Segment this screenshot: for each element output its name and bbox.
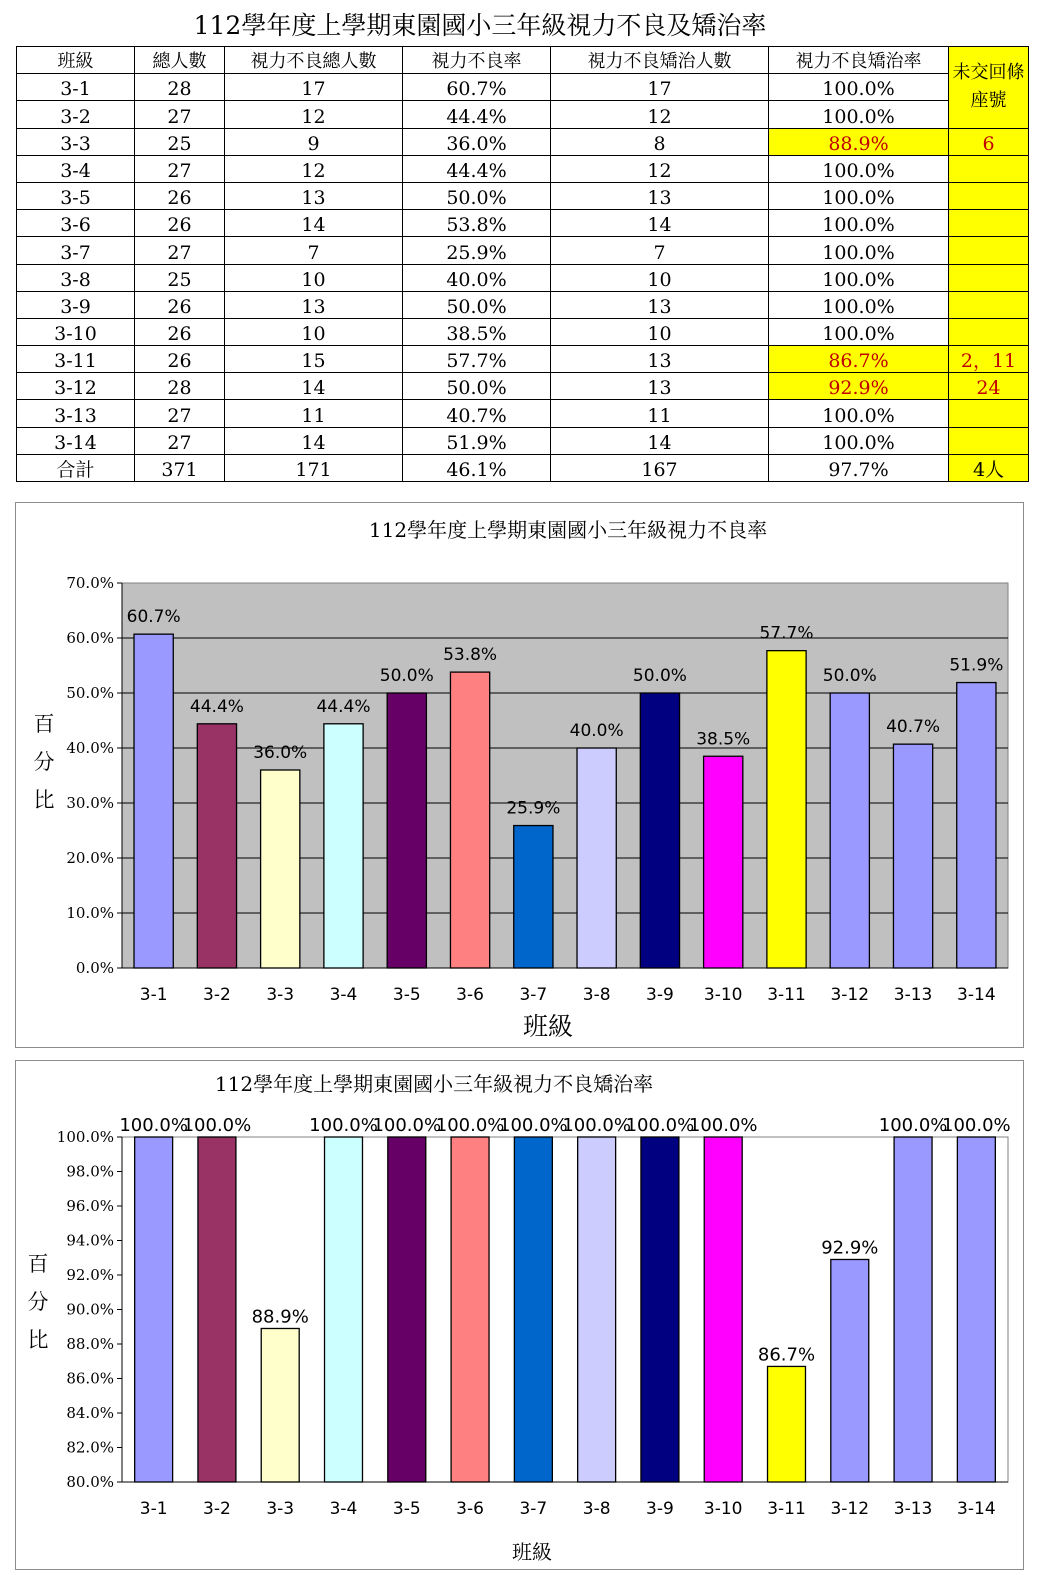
cell-corr-rate: 100.0%: [769, 427, 949, 454]
cell-poor-rate: 40.0%: [403, 264, 551, 291]
header-cell-poor: 視力不良總人數: [225, 47, 403, 74]
cell-corrected: 8: [551, 128, 769, 155]
value-label: 88.9%: [251, 1306, 309, 1328]
y-tick-label: 96.0%: [66, 1197, 114, 1215]
cell-corrected: 10: [551, 318, 769, 345]
cell-poor-rate: 25.9%: [403, 237, 551, 264]
cell-poor: 17: [225, 74, 403, 101]
total-corrected: 167: [551, 454, 769, 481]
table-row: [17, 373, 1029, 400]
cell-corrected: 13: [551, 182, 769, 209]
cell-total: 27: [135, 427, 225, 454]
cell-class: 3-13: [17, 400, 135, 427]
value-label: 38.5%: [696, 729, 751, 750]
table-row: [17, 318, 1029, 345]
cell-corr-rate: 100.0%: [769, 400, 949, 427]
cell-corrected: 14: [551, 427, 769, 454]
table-row: [17, 346, 1029, 373]
page-title: 112學年度上學期東園國小三年級視力不良及矯治率: [193, 11, 767, 40]
bar-3-13: [893, 744, 932, 968]
x-tick-label: 3-12: [830, 1499, 870, 1519]
y-tick-label: 90.0%: [66, 1300, 114, 1319]
bar-3-5: [388, 1137, 426, 1482]
cell-poor: 12: [225, 155, 403, 182]
x-tick-label: 3-8: [582, 985, 611, 1005]
cell-poor: 7: [225, 237, 403, 264]
chart-title: 112學年度上學期東園國小三年級視力不良矯治率: [214, 1072, 654, 1096]
cell-corrected: 13: [551, 291, 769, 318]
value-label: 100.0%: [499, 1115, 568, 1136]
cell-poor: 14: [225, 427, 403, 454]
cell-poor-rate: 44.4%: [403, 155, 551, 182]
cell-poor-rate: 44.4%: [403, 101, 551, 128]
cell-corr-rate: 100.0%: [769, 155, 949, 182]
table-row: [17, 182, 1029, 209]
y-tick-label: 82.0%: [66, 1438, 114, 1457]
value-label: 40.7%: [886, 717, 941, 738]
x-axis-label: 班級: [512, 1540, 552, 1564]
value-label: 40.0%: [569, 721, 624, 741]
y-tick-label: 98.0%: [66, 1162, 114, 1181]
cell-missing-seats: [949, 155, 1029, 182]
value-label: 100.0%: [878, 1115, 948, 1136]
cell-poor-rate: 50.0%: [403, 182, 551, 209]
value-label: 100.0%: [942, 1115, 1011, 1136]
cell-class: 3-12: [17, 373, 135, 400]
cell-poor-rate: 40.7%: [403, 400, 551, 427]
cell-class: 3-6: [17, 210, 135, 237]
value-label: 44.4%: [316, 696, 371, 717]
x-tick-label: 3-9: [646, 1499, 674, 1519]
cell-class: 3-9: [17, 291, 135, 318]
bar-3-9: [641, 1137, 679, 1482]
x-tick-label: 3-14: [957, 1499, 996, 1519]
cell-class: 3-5: [17, 182, 135, 209]
plot-area: [122, 583, 1008, 968]
cell-missing-seats: 24: [949, 373, 1029, 400]
value-label: 100.0%: [372, 1115, 442, 1136]
bar-3-2: [198, 1137, 236, 1482]
value-label: 44.4%: [189, 696, 244, 717]
table-row: [17, 74, 1029, 101]
bar-3-3: [261, 1328, 299, 1482]
x-tick-label: 3-5: [392, 985, 421, 1005]
header-cell-total: 總人數: [135, 47, 225, 74]
y-axis-label: 百分比: [33, 712, 55, 812]
cell-total: 26: [135, 291, 225, 318]
x-tick-label: 3-8: [582, 1499, 611, 1519]
cell-missing-seats: [949, 237, 1029, 264]
correction-rate-chart-svg: [16, 1061, 1023, 1569]
bar-3-14: [957, 683, 996, 968]
poor-vision-chart: [15, 502, 1024, 1048]
value-label: 100.0%: [688, 1115, 758, 1136]
header-cell-class: 班級: [17, 47, 135, 74]
table-row: [17, 264, 1029, 291]
y-tick-label: 0.0%: [75, 959, 114, 977]
cell-poor: 12: [225, 101, 403, 128]
cell-class: 3-4: [17, 155, 135, 182]
x-tick-label: 3-3: [266, 1499, 295, 1519]
cell-total: 28: [135, 74, 225, 101]
value-label: 92.9%: [821, 1237, 879, 1259]
bar-3-3: [261, 770, 300, 968]
x-tick-label: 3-12: [830, 985, 870, 1005]
cell-corr-rate: 100.0%: [769, 318, 949, 345]
value-label: 100.0%: [119, 1115, 188, 1136]
bar-3-14: [957, 1137, 995, 1482]
bar-3-7: [514, 826, 553, 968]
bar-3-8: [578, 1137, 616, 1482]
x-tick-label: 3-5: [392, 1499, 421, 1519]
cell-missing-seats: [949, 427, 1029, 454]
cell-corrected: 10: [551, 264, 769, 291]
bar-3-1: [134, 634, 173, 968]
bar-3-6: [450, 672, 489, 968]
cell-class: 3-8: [17, 264, 135, 291]
bar-3-10: [704, 1137, 742, 1482]
cell-poor-rate: 57.7%: [403, 346, 551, 373]
total-poor-rate: 46.1%: [403, 454, 551, 481]
cell-poor: 10: [225, 264, 403, 291]
cell-corr-rate: 86.7%: [769, 346, 949, 373]
table-row: [17, 155, 1029, 182]
header-cell-corrected: 視力不良矯治人數: [551, 47, 769, 74]
bar-3-12: [830, 693, 869, 968]
y-tick-label: 70.0%: [66, 574, 114, 592]
y-tick-label: 80.0%: [66, 1473, 114, 1491]
cell-corrected: 11: [551, 400, 769, 427]
total-poor: 171: [225, 454, 403, 481]
table-row: [17, 291, 1029, 318]
total-missing-seats: 4人: [949, 454, 1029, 481]
value-label: 25.9%: [506, 798, 561, 819]
cell-corr-rate: 100.0%: [769, 210, 949, 237]
x-tick-label: 3-6: [456, 985, 484, 1005]
value-label: 60.7%: [126, 607, 181, 628]
cell-missing-seats: [949, 210, 1029, 237]
value-label: 57.7%: [759, 623, 814, 644]
cell-total: 27: [135, 101, 225, 128]
cell-class: 3-2: [17, 101, 135, 128]
cell-corr-rate: 100.0%: [769, 101, 949, 128]
y-tick-label: 20.0%: [66, 849, 114, 867]
value-label: 50.0%: [379, 666, 434, 686]
value-label: 50.0%: [632, 666, 687, 686]
cell-poor: 15: [225, 346, 403, 373]
cell-missing-seats: 2，11: [949, 346, 1029, 373]
cell-poor: 13: [225, 291, 403, 318]
bar-3-4: [325, 1137, 363, 1482]
cell-total: 26: [135, 210, 225, 237]
cell-corrected: 17: [551, 74, 769, 101]
cell-corrected: 14: [551, 210, 769, 237]
cell-poor: 14: [225, 210, 403, 237]
cell-total: 27: [135, 237, 225, 264]
bar-3-8: [577, 748, 616, 968]
x-tick-label: 3-14: [957, 985, 996, 1005]
header-cell-missing-seats: 未交回條座號: [949, 47, 1029, 129]
value-label: 50.0%: [822, 666, 877, 686]
x-tick-label: 3-2: [203, 1499, 231, 1519]
cell-total: 26: [135, 318, 225, 345]
cell-missing-seats: 6: [949, 128, 1029, 155]
value-label: 100.0%: [182, 1115, 252, 1136]
table-header-row: [17, 47, 1029, 74]
bar-3-9: [640, 693, 679, 968]
cell-poor-rate: 53.8%: [403, 210, 551, 237]
cell-class: 3-11: [17, 346, 135, 373]
cell-total: 27: [135, 400, 225, 427]
table-row: [17, 128, 1029, 155]
cell-corr-rate: 100.0%: [769, 182, 949, 209]
table-row: [17, 400, 1029, 427]
cell-poor: 9: [225, 128, 403, 155]
x-tick-label: 3-9: [646, 985, 674, 1005]
y-tick-label: 30.0%: [66, 794, 114, 812]
y-tick-label: 84.0%: [66, 1404, 114, 1422]
value-label: 86.7%: [757, 1344, 816, 1366]
table-row: [17, 237, 1029, 264]
cell-class: 3-14: [17, 427, 135, 454]
value-label: 51.9%: [949, 655, 1004, 676]
x-tick-label: 3-13: [893, 1499, 933, 1519]
cell-class: 3-3: [17, 128, 135, 155]
y-tick-label: 50.0%: [66, 684, 114, 702]
cell-class: 3-10: [17, 318, 135, 345]
value-label: 100.0%: [562, 1115, 631, 1136]
chart-title: 112學年度上學期東園國小三年級視力不良率: [368, 518, 768, 542]
cell-missing-seats: [949, 318, 1029, 345]
y-tick-label: 94.0%: [66, 1231, 114, 1250]
x-tick-label: 3-13: [893, 985, 933, 1005]
bar-3-11: [768, 1366, 806, 1482]
vision-stats-table: [16, 46, 1029, 482]
y-tick-label: 88.0%: [66, 1335, 114, 1353]
cell-class: 3-7: [17, 237, 135, 264]
total-total: 371: [135, 454, 225, 481]
bar-3-4: [324, 724, 363, 968]
value-label: 100.0%: [435, 1115, 505, 1136]
bar-3-6: [451, 1137, 489, 1482]
header-cell-poor-rate: 視力不良率: [403, 47, 551, 74]
bar-3-13: [894, 1137, 932, 1482]
cell-poor: 14: [225, 373, 403, 400]
cell-missing-seats: [949, 182, 1029, 209]
cell-corr-rate: 100.0%: [769, 237, 949, 264]
y-tick-label: 92.0%: [66, 1266, 114, 1284]
x-tick-label: 3-4: [329, 985, 358, 1005]
bar-3-7: [514, 1137, 552, 1482]
x-tick-label: 3-4: [329, 1499, 358, 1519]
table-row: [17, 210, 1029, 237]
correction-rate-chart: [15, 1060, 1024, 1570]
total-corr-rate: 97.7%: [769, 454, 949, 481]
cell-poor: 10: [225, 318, 403, 345]
bar-3-5: [387, 693, 426, 968]
cell-missing-seats: [949, 291, 1029, 318]
cell-missing-seats: [949, 264, 1029, 291]
x-tick-label: 3-10: [703, 985, 743, 1005]
table-total-row: [17, 454, 1029, 481]
value-label: 36.0%: [253, 743, 308, 763]
cell-class: 3-1: [17, 74, 135, 101]
total-class: 合計: [17, 454, 135, 481]
table-row: [17, 427, 1029, 454]
cell-total: 28: [135, 373, 225, 400]
x-tick-label: 3-2: [203, 985, 231, 1005]
cell-corrected: 13: [551, 346, 769, 373]
cell-corrected: 13: [551, 373, 769, 400]
cell-corr-rate: 88.9%: [769, 128, 949, 155]
x-tick-label: 3-7: [519, 985, 548, 1005]
cell-poor-rate: 51.9%: [403, 427, 551, 454]
bar-3-2: [197, 724, 236, 968]
table-row: [17, 101, 1029, 128]
bar-3-1: [135, 1137, 173, 1482]
poor-vision-chart-svg: [16, 503, 1023, 1047]
x-tick-label: 3-11: [767, 985, 806, 1005]
y-tick-label: 86.0%: [66, 1369, 114, 1388]
y-tick-label: 10.0%: [66, 904, 114, 922]
cell-poor-rate: 50.0%: [403, 373, 551, 400]
bar-3-10: [704, 756, 743, 968]
bar-3-11: [767, 651, 806, 968]
cell-total: 26: [135, 182, 225, 209]
y-tick-label: 40.0%: [66, 739, 114, 757]
cell-total: 26: [135, 346, 225, 373]
x-tick-label: 3-1: [139, 985, 168, 1005]
cell-corr-rate: 92.9%: [769, 373, 949, 400]
cell-corrected: 12: [551, 101, 769, 128]
cell-corrected: 7: [551, 237, 769, 264]
cell-corrected: 12: [551, 155, 769, 182]
cell-poor-rate: 36.0%: [403, 128, 551, 155]
cell-poor-rate: 38.5%: [403, 318, 551, 345]
cell-total: 27: [135, 155, 225, 182]
value-label: 100.0%: [625, 1115, 695, 1136]
cell-corr-rate: 100.0%: [769, 264, 949, 291]
value-label: 100.0%: [309, 1115, 378, 1136]
cell-poor-rate: 60.7%: [403, 74, 551, 101]
cell-poor: 13: [225, 182, 403, 209]
cell-missing-seats: [949, 400, 1029, 427]
x-tick-label: 3-3: [266, 985, 295, 1005]
cell-corr-rate: 100.0%: [769, 291, 949, 318]
x-tick-label: 3-1: [139, 1499, 168, 1519]
cell-total: 25: [135, 264, 225, 291]
y-tick-label: 60.0%: [66, 629, 114, 647]
cell-total: 25: [135, 128, 225, 155]
x-tick-label: 3-6: [456, 1499, 484, 1519]
y-tick-label: 100.0%: [56, 1128, 114, 1146]
cell-poor: 11: [225, 400, 403, 427]
y-axis-label: 百分比: [27, 1252, 49, 1352]
x-tick-label: 3-10: [703, 1499, 743, 1519]
value-label: 53.8%: [443, 645, 498, 666]
cell-poor-rate: 50.0%: [403, 291, 551, 318]
header-cell-corr-rate: 視力不良矯治率: [769, 47, 949, 74]
x-axis-label: 班級: [522, 1012, 574, 1041]
x-tick-label: 3-11: [767, 1499, 806, 1519]
bar-3-12: [831, 1259, 869, 1482]
x-tick-label: 3-7: [519, 1499, 548, 1519]
cell-corr-rate: 100.0%: [769, 74, 949, 101]
